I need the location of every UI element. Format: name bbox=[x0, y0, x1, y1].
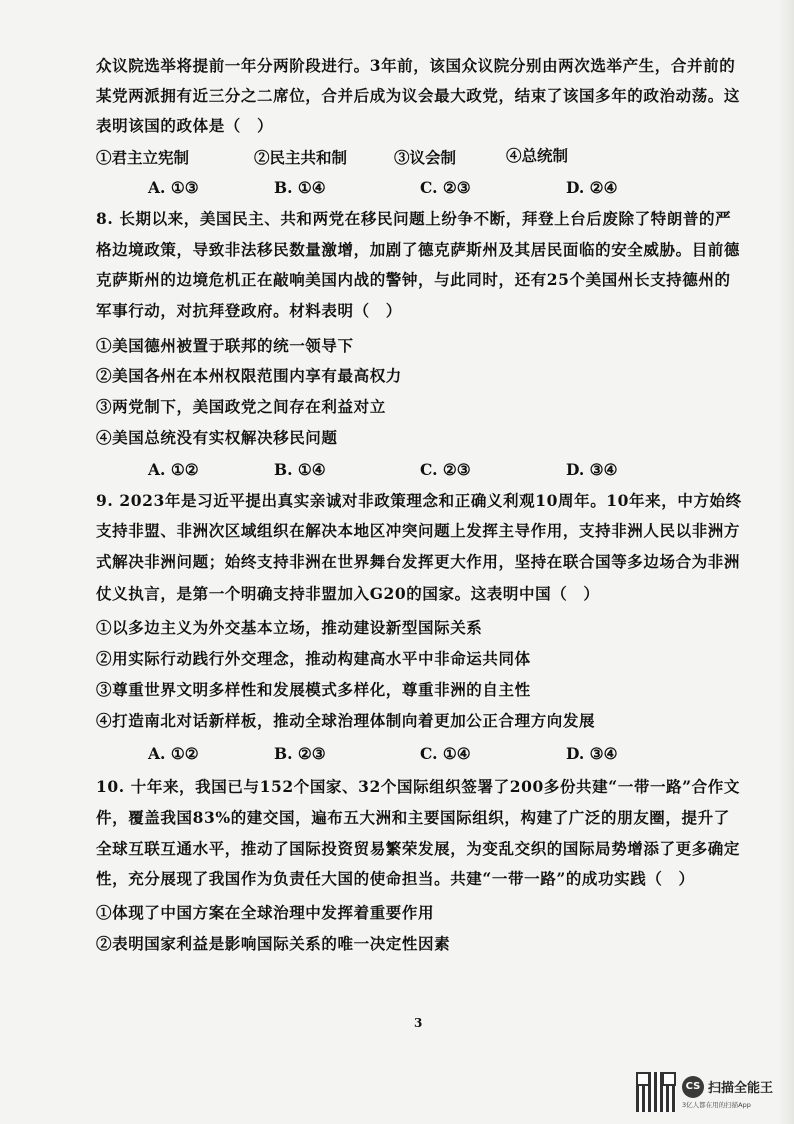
qr-code-icon bbox=[636, 1072, 676, 1112]
q9-statement-2: ②用实际行动践行外交理念，推动构建高水平中非命运共同体 bbox=[96, 649, 531, 668]
intro-option-b: B. ①④ bbox=[274, 178, 326, 197]
q9-option-d: D. ③④ bbox=[566, 744, 618, 763]
intro-statement-2: ②民主共和制 bbox=[254, 148, 348, 167]
intro-statement-3: ③议会制 bbox=[394, 148, 457, 167]
q10-line-1: 10. 十年来，我国已与152个国家、32个国际组织签署了200多份共建“一带一路”合作文 bbox=[96, 777, 740, 796]
q10-line-2: 件，覆盖我国83%的建交国，遍布五大洲和主要国际组织，构建了广泛的朋友圈，提升了 bbox=[96, 808, 730, 827]
q8-statement-2: ②美国各州在本州权限范围内享有最高权力 bbox=[96, 366, 402, 385]
intro-line-1: 众议院选举将提前一年分两阶段进行。3年前，该国众议院分别由两次选举产生，合并前的 bbox=[96, 56, 736, 75]
q9-line-4: 仗义执言，是第一个明确支持非盟加入G20的国家。这表明中国（ ） bbox=[96, 584, 600, 603]
intro-line-3: 表明该国的政体是（ ） bbox=[96, 116, 274, 135]
intro-option-a: A. ①③ bbox=[148, 178, 199, 197]
q9-line-2: 支持非盟、非洲次区域组织在解决本地区冲突问题上发挥主导作用，支持非洲人民以非洲方 bbox=[96, 521, 741, 540]
intro-statement-4: ④总统制 bbox=[506, 146, 569, 165]
q8-line-2: 格边境政策，导致非法移民数量激增，加剧了德克萨斯州及其居民面临的安全威胁。目前德 bbox=[96, 240, 741, 259]
q8-option-a: A. ①② bbox=[148, 460, 199, 479]
q8-statement-1: ①美国德州被置于联邦的统一领导下 bbox=[96, 336, 354, 355]
q8-statement-3: ③两党制下，美国政党之间存在利益对立 bbox=[96, 397, 386, 416]
camscanner-logo: CS bbox=[682, 1076, 704, 1098]
q8-line-3: 克萨斯州的边境危机正在敲响美国内战的警钟，与此同时，还有25个美国州长支持德州的 bbox=[96, 270, 731, 289]
q9-statement-4: ④打造南北对话新样板，推动全球治理体制向着更加公正合理方向发展 bbox=[96, 711, 596, 730]
q10-line-3: 全球互联互通水平，推动了国际投资贸易繁荣发展，为变乱交织的国际局势增添了更多确定 bbox=[96, 839, 741, 858]
q9-statement-3: ③尊重世界文明多样性和发展模式多样化，尊重非洲的自主性 bbox=[96, 680, 531, 699]
q8-option-b: B. ①④ bbox=[274, 460, 326, 479]
q8-line-1: 8. 长期以来，美国民主、共和两党在移民问题上纷争不断，拜登上台后废除了特朗普的严 bbox=[96, 209, 732, 228]
q10-statement-1: ①体现了中国方案在全球治理中发挥着重要作用 bbox=[96, 903, 435, 922]
q9-option-a: A. ①② bbox=[148, 744, 199, 763]
scanner-brand: 扫描全能王 bbox=[708, 1081, 774, 1096]
page-number: 3 bbox=[414, 1016, 423, 1030]
q8-line-4: 军事行动，对抗拜登政府。材料表明（ ） bbox=[96, 301, 402, 320]
q9-option-b: B. ②③ bbox=[274, 744, 326, 763]
intro-line-2: 某党两派拥有近三分之二席位，合并后成为议会最大政党，结束了该国多年的政治动荡。这 bbox=[96, 86, 741, 105]
q9-option-c: C. ①④ bbox=[420, 744, 471, 763]
q9-line-3: 式解决非洲问题；始终支持非洲在世界舞台发挥更大作用，坚持在联合国等多边场合为非洲 bbox=[96, 552, 741, 571]
scanner-watermark bbox=[636, 1072, 786, 1112]
q8-statement-4: ④美国总统没有实权解决移民问题 bbox=[96, 428, 338, 447]
q9-line-1: 9. 2023年是习近平提出真实亲诚对非政策理念和正确义利观10周年。10年来，中方始终 bbox=[96, 491, 742, 510]
q10-statement-2: ②表明国家利益是影响国际关系的唯一决定性因素 bbox=[96, 934, 451, 953]
q9-statement-1: ①以多边主义为外交基本立场，推动建设新型国际关系 bbox=[96, 618, 483, 637]
intro-option-d: D. ②④ bbox=[566, 178, 618, 197]
intro-statement-1: ①君主立宪制 bbox=[96, 148, 190, 167]
q8-option-d: D. ③④ bbox=[566, 460, 618, 479]
scanner-tagline: 3亿人都在用的扫描App bbox=[682, 1101, 751, 1109]
intro-option-c: C. ②③ bbox=[420, 178, 471, 197]
page-edge bbox=[778, 0, 794, 1124]
q8-option-c: C. ②③ bbox=[420, 460, 471, 479]
q10-line-4: 性，充分展现了我国作为负责任大国的使命担当。共建“一带一路”的成功实践（ ） bbox=[96, 869, 695, 888]
